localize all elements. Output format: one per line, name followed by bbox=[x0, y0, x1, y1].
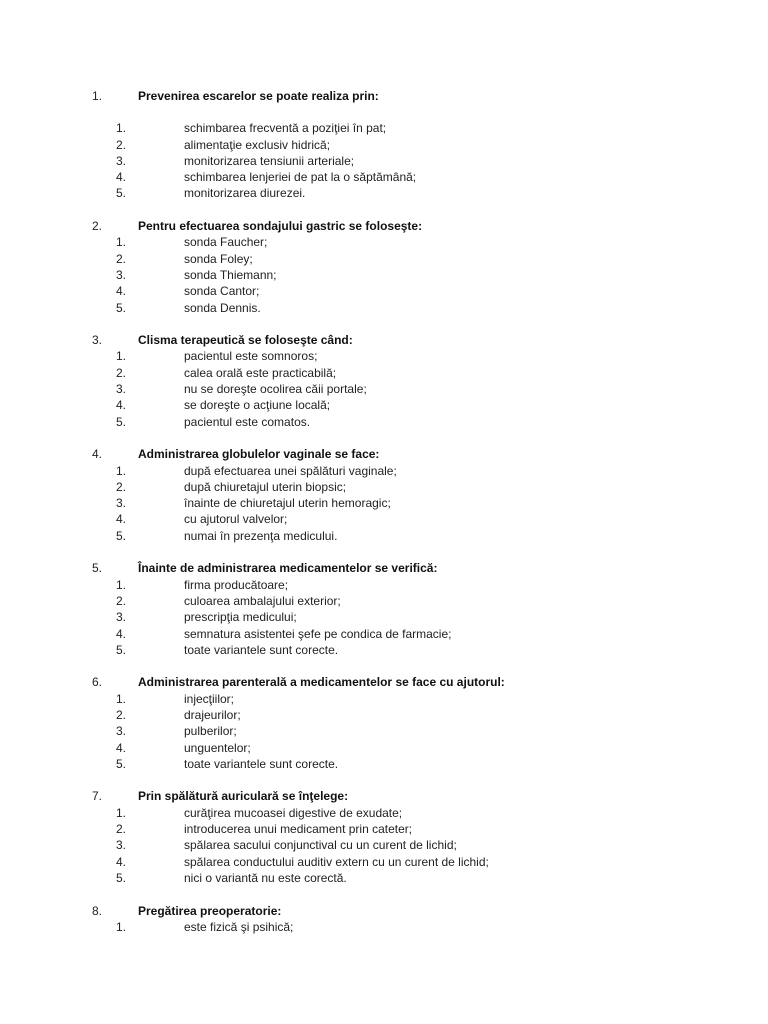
option-number: 4. bbox=[116, 740, 127, 755]
option-number: 3. bbox=[116, 724, 127, 739]
answer-option bbox=[0, 593, 768, 609]
option-number: 2. bbox=[116, 707, 127, 722]
answer-option bbox=[0, 169, 768, 185]
option-text: după efectuarea unei spălături vaginale; bbox=[184, 463, 397, 478]
question-1 bbox=[0, 88, 768, 202]
question-6 bbox=[0, 674, 768, 772]
option-text: pulberilor; bbox=[184, 724, 237, 739]
option-text: pacientul este comatos. bbox=[184, 414, 311, 429]
option-text: alimentaţie exclusiv hidrică; bbox=[184, 137, 331, 152]
answer-option bbox=[0, 528, 768, 544]
question-text: Administrarea globulelor vaginale se face: bbox=[138, 447, 380, 462]
option-number: 5. bbox=[116, 186, 127, 201]
question-heading bbox=[0, 903, 768, 919]
option-text: drajeurilor; bbox=[184, 707, 241, 722]
option-text: spălarea sacului conjunctival cu un curent de lichid; bbox=[184, 838, 457, 853]
option-text: schimbarea frecventă a poziţiei în pat; bbox=[184, 121, 387, 136]
option-number: 5. bbox=[116, 642, 127, 657]
question-2 bbox=[0, 218, 768, 316]
question-heading bbox=[0, 674, 768, 690]
option-number: 2. bbox=[116, 137, 127, 152]
option-number: 2. bbox=[116, 251, 127, 266]
option-number: 1. bbox=[116, 577, 127, 592]
option-text: sonda Faucher; bbox=[184, 235, 268, 250]
option-text: după chiuretajul uterin biopsic; bbox=[184, 479, 347, 494]
option-text: monitorizarea diurezei. bbox=[184, 186, 306, 201]
option-number: 2. bbox=[116, 593, 127, 608]
option-text: se doreşte o acţiune locală; bbox=[184, 398, 331, 413]
option-text: sonda Dennis. bbox=[184, 300, 261, 315]
question-number: 6. bbox=[92, 675, 103, 690]
answer-option bbox=[0, 740, 768, 756]
question-text: Administrarea parenterală a medicamentelor se face cu ajutorul: bbox=[138, 675, 505, 690]
answer-option bbox=[0, 397, 768, 413]
answer-option bbox=[0, 153, 768, 169]
answer-option bbox=[0, 479, 768, 495]
option-text: nu se doreşte ocolirea căii portale; bbox=[184, 382, 367, 397]
option-number: 5. bbox=[116, 756, 127, 771]
answer-option bbox=[0, 821, 768, 837]
option-number: 4. bbox=[116, 170, 127, 185]
option-text: sonda Foley; bbox=[184, 251, 253, 266]
answer-option bbox=[0, 707, 768, 723]
option-number: 2. bbox=[116, 479, 127, 494]
answer-option bbox=[0, 234, 768, 250]
option-text: pacientul este somnoros; bbox=[184, 349, 318, 364]
option-text: înainte de chiuretajul uterin hemoragic; bbox=[184, 496, 391, 511]
question-text: Prevenirea escarelor se poate realiza prin: bbox=[138, 89, 379, 103]
answer-option bbox=[0, 691, 768, 707]
answer-option bbox=[0, 805, 768, 821]
question-text: Înainte de administrarea medicamentelor se verifică: bbox=[138, 561, 438, 576]
option-text: curăţirea mucoasei digestive de exudate; bbox=[184, 805, 403, 820]
option-number: 3. bbox=[116, 267, 127, 282]
option-text: introducerea unui medicament prin cateter; bbox=[184, 822, 413, 837]
document-page bbox=[0, 88, 768, 935]
option-number: 3. bbox=[116, 153, 127, 168]
question-heading bbox=[0, 88, 768, 104]
answer-option bbox=[0, 267, 768, 283]
option-text: spălarea conductului auditiv extern cu un curent de lichid; bbox=[184, 854, 489, 869]
answer-option bbox=[0, 919, 768, 935]
option-text: prescripţia medicului; bbox=[184, 610, 297, 625]
answer-option bbox=[0, 495, 768, 511]
option-text: toate variantele sunt corecte. bbox=[184, 642, 339, 657]
option-number: 2. bbox=[116, 822, 127, 837]
question-heading bbox=[0, 560, 768, 576]
answer-option bbox=[0, 185, 768, 201]
option-number: 3. bbox=[116, 382, 127, 397]
option-text: culoarea ambalajului exterior; bbox=[184, 593, 341, 608]
option-number: 1. bbox=[116, 463, 127, 478]
option-text: semnatura asistentei şefe pe condica de farmacie; bbox=[184, 626, 452, 641]
option-number: 2. bbox=[116, 365, 127, 380]
option-number: 5. bbox=[116, 870, 127, 885]
option-number: 1. bbox=[116, 121, 127, 136]
question-7 bbox=[0, 788, 768, 886]
answer-option bbox=[0, 463, 768, 479]
question-text: Clisma terapeutică se foloseşte când: bbox=[138, 333, 353, 348]
question-text: Prin spălătură auriculară se înţelege: bbox=[138, 789, 349, 804]
option-text: schimbarea lenjeriei de pat la o săptămână; bbox=[184, 170, 417, 185]
option-text: calea orală este practicabilă; bbox=[184, 365, 337, 380]
answer-option bbox=[0, 626, 768, 642]
question-heading bbox=[0, 788, 768, 804]
option-text: firma producătoare; bbox=[184, 577, 289, 592]
option-number: 4. bbox=[116, 854, 127, 869]
answer-option bbox=[0, 414, 768, 430]
question-8 bbox=[0, 903, 768, 936]
answer-option bbox=[0, 300, 768, 316]
option-text: numai în prezenţa medicului. bbox=[184, 528, 338, 543]
answer-option bbox=[0, 837, 768, 853]
option-number: 5. bbox=[116, 300, 127, 315]
question-number: 7. bbox=[92, 789, 103, 804]
option-text: injecţiilor; bbox=[184, 691, 235, 706]
option-number: 3. bbox=[116, 610, 127, 625]
answer-option bbox=[0, 577, 768, 593]
question-text: Pentru efectuarea sondajului gastric se foloseşte: bbox=[138, 219, 423, 234]
option-number: 3. bbox=[116, 838, 127, 853]
option-text: sonda Thiemann; bbox=[184, 267, 277, 282]
question-number: 2. bbox=[92, 219, 103, 234]
question-heading bbox=[0, 446, 768, 462]
option-text: cu ajutorul valvelor; bbox=[184, 512, 288, 527]
option-number: 4. bbox=[116, 512, 127, 527]
question-number: 3. bbox=[92, 333, 103, 348]
option-number: 1. bbox=[116, 235, 127, 250]
option-number: 1. bbox=[116, 349, 127, 364]
question-number: 5. bbox=[92, 561, 103, 576]
option-text: sonda Cantor; bbox=[184, 284, 260, 299]
question-number: 8. bbox=[92, 903, 103, 918]
answer-option bbox=[0, 854, 768, 870]
option-number: 3. bbox=[116, 496, 127, 511]
option-number: 4. bbox=[116, 398, 127, 413]
question-text: Pregătirea preoperatorie: bbox=[138, 903, 282, 918]
question-4 bbox=[0, 446, 768, 544]
question-heading bbox=[0, 332, 768, 348]
answer-option bbox=[0, 251, 768, 267]
option-number: 5. bbox=[116, 528, 127, 543]
question-5 bbox=[0, 560, 768, 658]
question-3 bbox=[0, 332, 768, 430]
answer-option bbox=[0, 283, 768, 299]
answer-option bbox=[0, 756, 768, 772]
answer-option bbox=[0, 870, 768, 886]
option-text: este fizică şi psihică; bbox=[184, 919, 294, 934]
option-number: 4. bbox=[116, 284, 127, 299]
option-text: toate variantele sunt corecte. bbox=[184, 756, 339, 771]
option-number: 4. bbox=[116, 626, 127, 641]
answer-option bbox=[0, 723, 768, 739]
question-number: 4. bbox=[92, 447, 103, 462]
question-heading bbox=[0, 218, 768, 234]
option-text: nici o variantă nu este corectă. bbox=[184, 870, 347, 885]
answer-option bbox=[0, 137, 768, 153]
option-text: unguentelor; bbox=[184, 740, 251, 755]
option-text: monitorizarea tensiunii arteriale; bbox=[184, 153, 355, 168]
answer-option bbox=[0, 120, 768, 136]
option-number: 1. bbox=[116, 919, 127, 934]
option-number: 5. bbox=[116, 414, 127, 429]
answer-option bbox=[0, 511, 768, 527]
answer-option bbox=[0, 642, 768, 658]
option-number: 1. bbox=[116, 805, 127, 820]
answer-option bbox=[0, 381, 768, 397]
answer-option bbox=[0, 348, 768, 364]
option-number: 1. bbox=[116, 691, 127, 706]
question-number: 1. bbox=[92, 89, 103, 103]
answer-option bbox=[0, 365, 768, 381]
answer-option bbox=[0, 609, 768, 625]
